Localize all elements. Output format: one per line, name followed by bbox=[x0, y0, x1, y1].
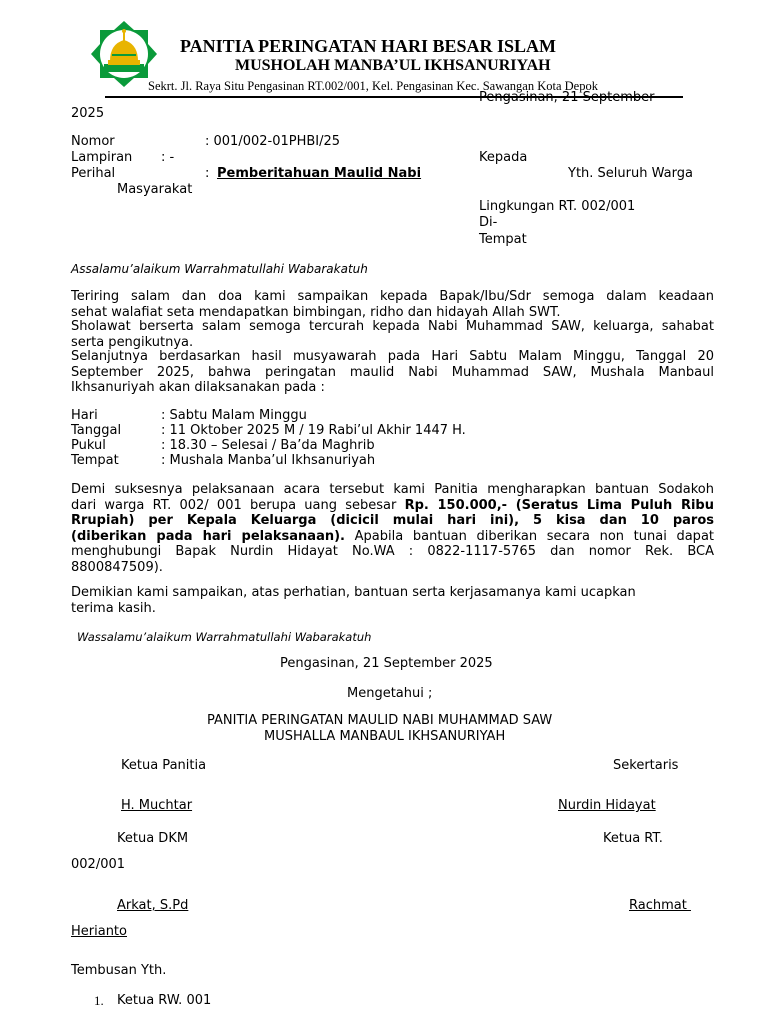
tembusan-item-number: 1. bbox=[94, 993, 104, 1008]
org-title: PANITIA PERINGATAN HARI BESAR ISLAM bbox=[180, 36, 557, 56]
ketua-rt-title: Ketua RT. bbox=[603, 831, 663, 846]
paragraph-line: Ikhsanuriyah akan dilaksanakan pada : bbox=[71, 380, 325, 395]
paragraph-line bbox=[71, 529, 714, 545]
sekertaris-name: Nurdin Hidayat bbox=[558, 798, 656, 813]
closing-greeting: Wassalamu’alaikum Warrahmatullahi Wabarakatuh bbox=[77, 630, 372, 644]
paragraph-line: 8800847509). bbox=[71, 559, 163, 575]
mosque-emblem-icon bbox=[90, 20, 158, 88]
paragraph-donation bbox=[71, 482, 714, 575]
paragraph-sholawat bbox=[71, 319, 714, 350]
ketua-dkm-name: Arkat, S.Pd bbox=[117, 898, 189, 913]
paragraph-line bbox=[71, 498, 714, 514]
event-hari-value: : Sabtu Malam Minggu bbox=[161, 408, 307, 423]
paragraph-line: terima kasih. bbox=[71, 600, 156, 616]
perihal-colon: : bbox=[205, 166, 210, 181]
paragraph-line: Rrupiah) per Kepala Keluarga (dicicil mulai hari ini), 5 kisa dan 10 paros bbox=[71, 513, 714, 528]
donation-amount: Rp. 150.000,- (Seratus Lima Puluh Ribu bbox=[404, 497, 714, 513]
lampiran-label: Lampiran bbox=[71, 150, 133, 165]
ketua-rt-name-continued: Herianto bbox=[71, 924, 127, 939]
recipient-di: Di- bbox=[479, 215, 498, 230]
event-tanggal-value: : 11 Oktober 2025 M / 19 Rabi’ul Akhir 1447 H. bbox=[161, 423, 466, 438]
recipient-lingkungan: Lingkungan RT. 002/001 bbox=[479, 199, 636, 214]
recipient-yth: Yth. Seluruh Warga bbox=[568, 166, 693, 181]
paragraph-musyawarah bbox=[71, 349, 714, 396]
perihal-label: Perihal bbox=[71, 166, 116, 181]
event-hari-label: Hari bbox=[71, 408, 98, 423]
ketua-dkm-title: Ketua DKM bbox=[117, 831, 189, 846]
paragraph-line: Sholawat berserta salam semoga tercurah kepada Nabi Muhammad SAW, keluarga, sahabat bbox=[71, 319, 714, 334]
ketua-panitia-name: H. Muchtar bbox=[121, 798, 193, 813]
tembusan-item-text: Ketua RW. 001 bbox=[117, 993, 212, 1008]
nomor-value: : 001/002-01PHBI/25 bbox=[205, 134, 341, 149]
place-date: Pengasinan, 21 September 2025 bbox=[280, 656, 493, 671]
paragraph-closing bbox=[71, 585, 714, 616]
place-date-top: Pengasinan, 21 September bbox=[479, 90, 655, 105]
greeting: Assalamu’alaikum Warrahmatullahi Wabarakatuh bbox=[71, 262, 368, 276]
perihal-value: Pemberitahuan Maulid Nabi bbox=[217, 166, 422, 181]
rt-number: 002/001 bbox=[71, 857, 126, 872]
paragraph-line: sehat walafiat seta mendapatkan bimbingan, ridho dan hidayah Allah SWT. bbox=[71, 304, 561, 320]
paragraph-line: serta pengikutnya. bbox=[71, 334, 194, 350]
paragraph-line: Demikian kami sampaikan, atas perhatian, bantuan serta kerjasamanya kami ucapkan bbox=[71, 585, 636, 600]
paragraph-line: Demi suksesnya pelaksanaan acara tersebut kami Panitia mengharapkan bantuan Sodakoh bbox=[71, 482, 714, 497]
lampiran-value: : - bbox=[161, 150, 175, 165]
paragraph-line: Selanjutnya berdasarkan hasil musyawarah pada Hari Sabtu Malam Minggu, Tanggal 20 bbox=[71, 349, 714, 364]
donation-note: (diberikan pada hari pelaksanaan). bbox=[71, 528, 345, 544]
org-address: Sekrt. Jl. Raya Situ Pengasinan RT.002/001, Kel. Pengasinan Kec. Sawangan Kota Depok bbox=[148, 79, 598, 93]
event-tanggal-label: Tanggal bbox=[71, 423, 122, 438]
org-subtitle: MUSHOLAH MANBA’UL IKHSANURIYAH bbox=[235, 57, 551, 74]
ketua-panitia-title: Ketua Panitia bbox=[121, 758, 207, 773]
committee-line-2: MUSHALLA MANBAUL IKHSANURIYAH bbox=[264, 729, 506, 744]
committee-line-1: PANITIA PERINGATAN MAULID NABI MUHAMMAD SAW bbox=[207, 713, 553, 728]
kepada-label: Kepada bbox=[479, 150, 528, 165]
organization-logo bbox=[90, 20, 158, 88]
paragraph-line: Teriring salam dan doa kami sampaikan kepada Bapak/Ibu/Sdr semoga dalam keadaan bbox=[71, 289, 714, 304]
mengetahui: Mengetahui ; bbox=[347, 686, 433, 701]
event-pukul-value: : 18.30 – Selesai / Ba’da Maghrib bbox=[161, 438, 375, 453]
sekertaris-title: Sekertaris bbox=[613, 758, 679, 773]
event-tempat-label: Tempat bbox=[71, 453, 119, 468]
event-tempat-value: : Mushala Manba’ul Ikhsanuriyah bbox=[161, 453, 376, 468]
place-date-year: 2025 bbox=[71, 106, 105, 121]
paragraph-line: September 2025, bahwa peringatan maulid Nabi Muhammad SAW, Mushala Manbaul bbox=[71, 364, 714, 380]
recipient-masyarakat: Masyarakat bbox=[117, 182, 193, 197]
donation-transfer-note: Apabila bantuan diberikan secara non tunai dapat bbox=[345, 528, 715, 544]
ketua-rt-name: Rachmat bbox=[629, 898, 691, 913]
event-pukul-label: Pukul bbox=[71, 438, 106, 453]
recipient-tempat: Tempat bbox=[479, 232, 527, 247]
donation-intro: dari warga RT. 002/ 001 berupa uang sebesar bbox=[71, 497, 405, 513]
paragraph-line: menghubungi Bapak Nurdin Hidayat No.WA : 0822-1117-5765 dan nomor Rek. BCA bbox=[71, 544, 714, 559]
paragraph-opening bbox=[71, 289, 714, 320]
nomor-label: Nomor bbox=[71, 134, 115, 149]
tembusan-title: Tembusan Yth. bbox=[71, 963, 167, 978]
